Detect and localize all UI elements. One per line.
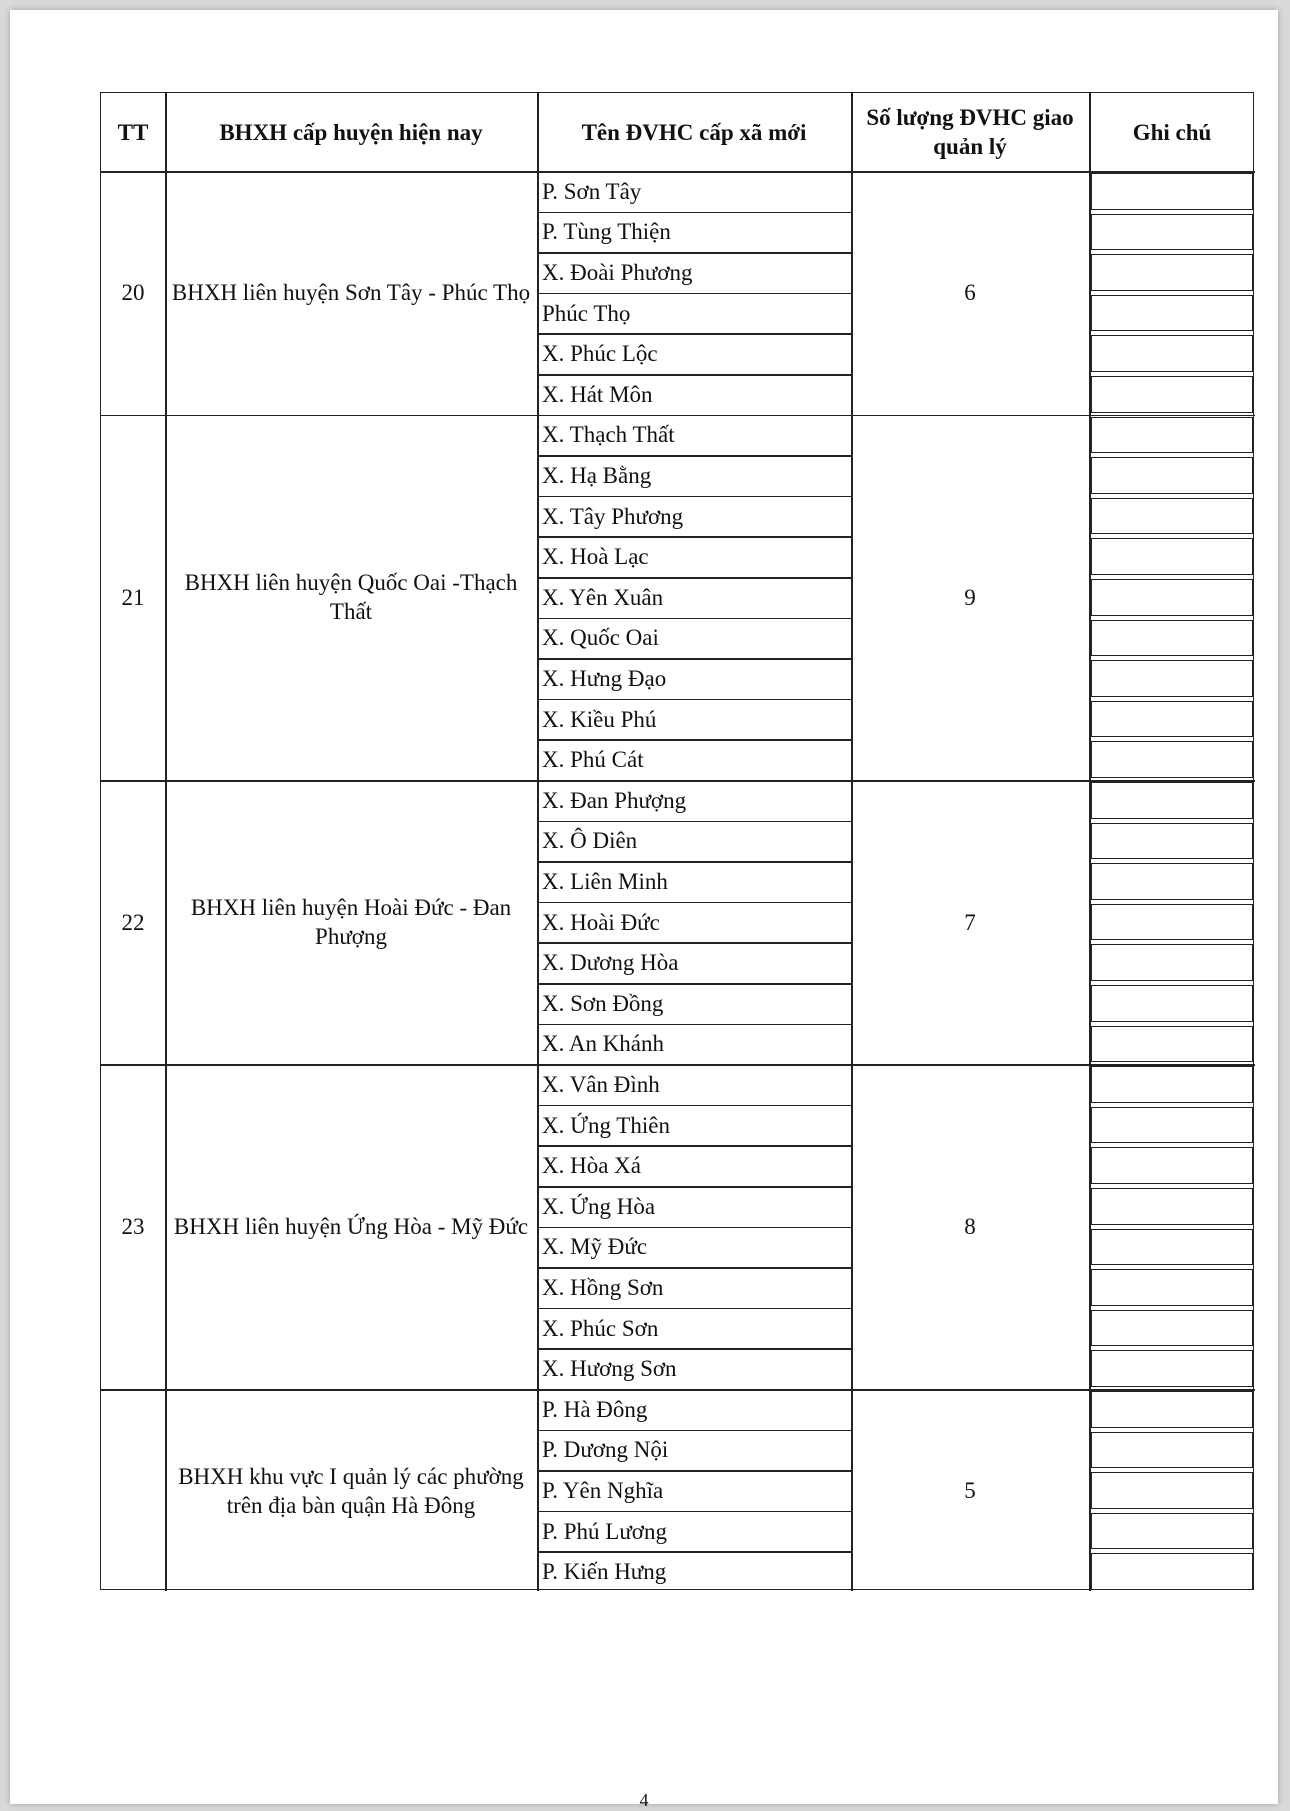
note-cell bbox=[1091, 417, 1253, 454]
allocation-table bbox=[100, 92, 1254, 1590]
unit-row-divider bbox=[537, 942, 851, 944]
unit-row-divider bbox=[537, 536, 851, 538]
unit-row-divider bbox=[537, 1186, 851, 1188]
unit-row-divider bbox=[537, 374, 851, 376]
note-cell bbox=[1091, 214, 1253, 251]
group-agency: BHXH liên huyện Hoài Đức - Đan Phượng bbox=[190, 895, 512, 950]
note-cell bbox=[1091, 1229, 1253, 1266]
unit-name: X. Phúc Sơn bbox=[542, 1315, 659, 1341]
unit-name: X. Hưng Đạo bbox=[542, 665, 667, 691]
group-tt bbox=[101, 1389, 165, 1592]
note-cell bbox=[1091, 823, 1253, 860]
note-cell bbox=[1091, 1391, 1253, 1428]
unit-row-divider bbox=[537, 1511, 851, 1513]
note-cell bbox=[1091, 295, 1253, 332]
note-cell bbox=[1091, 863, 1253, 900]
unit-name: X. Liên Minh bbox=[542, 868, 668, 894]
page-number: 4 bbox=[639, 1790, 649, 1810]
note-cell bbox=[1091, 579, 1253, 616]
unit-row-divider bbox=[537, 821, 851, 823]
group-agency: BHXH liên huyện Sơn Tây - Phúc Thọ bbox=[171, 280, 531, 306]
note-cell bbox=[1091, 944, 1253, 981]
note-cell bbox=[1091, 173, 1253, 210]
unit-name: X. Thạch Thất bbox=[542, 422, 675, 448]
note-cell bbox=[1091, 335, 1253, 372]
unit-row-divider bbox=[537, 861, 851, 863]
header-note: Ghi chú bbox=[1132, 119, 1212, 145]
unit-name: X. Phúc Lộc bbox=[542, 341, 658, 367]
note-cell bbox=[1091, 498, 1253, 535]
unit-name: X. Đoài Phương bbox=[542, 259, 693, 285]
group-agency: BHXH khu vực I quản lý các phường trên địa bàn quận Hà Đông bbox=[178, 1463, 524, 1518]
unit-name: X. Đan Phượng bbox=[542, 787, 687, 813]
document-page bbox=[10, 10, 1278, 1810]
unit-name: X. Hồng Sơn bbox=[542, 1274, 664, 1300]
unit-row-divider bbox=[537, 1105, 851, 1107]
note-cell bbox=[1091, 254, 1253, 291]
unit-row-divider bbox=[537, 902, 851, 904]
unit-name: X. Vân Đình bbox=[542, 1071, 660, 1097]
unit-row-divider bbox=[537, 212, 851, 214]
unit-name: X. An Khánh bbox=[542, 1031, 665, 1057]
note-cell bbox=[1091, 1026, 1253, 1063]
column-divider bbox=[165, 93, 167, 1591]
unit-row-divider bbox=[537, 293, 851, 295]
note-cell bbox=[1091, 985, 1253, 1022]
unit-name: P. Yên Nghĩa bbox=[542, 1477, 664, 1503]
group-agency: BHXH liên huyện Quốc Oai -Thạch Thất bbox=[184, 570, 518, 625]
unit-name: X. Hát Môn bbox=[542, 381, 653, 407]
unit-name: X. Mỹ Đức bbox=[542, 1234, 648, 1260]
note-cell bbox=[1091, 376, 1253, 413]
header-unit-name: Tên ĐVHC cấp xã mới bbox=[581, 119, 807, 145]
unit-name: X. Dương Hòa bbox=[542, 950, 679, 976]
unit-name: Phúc Thọ bbox=[542, 300, 631, 326]
unit-name: X. Yên Xuân bbox=[542, 584, 664, 610]
group-count: 6 bbox=[964, 280, 976, 306]
note-cell bbox=[1091, 904, 1253, 941]
unit-row-divider bbox=[537, 658, 851, 660]
unit-row-divider bbox=[537, 1348, 851, 1350]
group-count: 7 bbox=[964, 909, 976, 935]
group-count: 9 bbox=[964, 584, 976, 610]
unit-row-divider bbox=[537, 1024, 851, 1026]
unit-name: P. Hà Đông bbox=[542, 1396, 648, 1422]
group-count: 8 bbox=[964, 1214, 976, 1240]
unit-name: P. Dương Nội bbox=[542, 1437, 669, 1463]
unit-name: X. Hạ Bằng bbox=[542, 462, 652, 488]
note-cell bbox=[1091, 457, 1253, 494]
unit-name: X. Tây Phương bbox=[542, 503, 684, 529]
group-tt: 20 bbox=[121, 280, 145, 306]
unit-row-divider bbox=[537, 983, 851, 985]
unit-row-divider bbox=[537, 1308, 851, 1310]
unit-row-divider bbox=[537, 739, 851, 741]
unit-row-divider bbox=[537, 699, 851, 701]
group-tt: 23 bbox=[121, 1214, 145, 1240]
unit-row-divider bbox=[537, 577, 851, 579]
unit-name: X. Ứng Thiên bbox=[542, 1112, 670, 1138]
note-cell bbox=[1091, 660, 1253, 697]
group-count: 5 bbox=[964, 1478, 976, 1503]
note-cell bbox=[1091, 1432, 1253, 1469]
note-cell bbox=[1091, 1269, 1253, 1306]
unit-name: X. Ô Diên bbox=[542, 828, 638, 854]
note-cell bbox=[1091, 782, 1253, 819]
unit-row-divider bbox=[537, 1470, 851, 1472]
note-cell bbox=[1091, 1147, 1253, 1184]
header-unit-count: Số lượng ĐVHC giao quản lý bbox=[866, 105, 1074, 159]
unit-row-divider bbox=[537, 252, 851, 254]
unit-row-divider bbox=[537, 1551, 851, 1553]
group-agency: BHXH liên huyện Ứng Hòa - Mỹ Đức bbox=[173, 1214, 529, 1240]
unit-row-divider bbox=[537, 496, 851, 498]
unit-row-divider bbox=[537, 1430, 851, 1432]
unit-row-divider bbox=[537, 1267, 851, 1269]
unit-name: X. Hương Sơn bbox=[542, 1356, 677, 1382]
group-tt: 21 bbox=[121, 584, 145, 610]
note-cell bbox=[1091, 701, 1253, 738]
unit-row-divider bbox=[537, 455, 851, 457]
unit-name: X. Sơn Đồng bbox=[542, 990, 664, 1016]
unit-row-divider bbox=[537, 1227, 851, 1229]
group-tt: 22 bbox=[121, 909, 145, 935]
unit-name: P. Tùng Thiện bbox=[542, 219, 671, 245]
unit-name: X. Quốc Oai bbox=[542, 625, 659, 651]
note-cell bbox=[1091, 741, 1253, 778]
unit-row-divider bbox=[537, 618, 851, 620]
unit-name: X. Hòa Xá bbox=[542, 1153, 641, 1179]
unit-name: X. Ứng Hòa bbox=[542, 1193, 656, 1219]
note-cell bbox=[1091, 1350, 1253, 1387]
note-cell bbox=[1091, 1066, 1253, 1103]
note-cell bbox=[1091, 1310, 1253, 1347]
unit-row-divider bbox=[537, 333, 851, 335]
unit-name: X. Hoài Đức bbox=[542, 909, 660, 935]
header-tt: TT bbox=[117, 119, 149, 145]
note-cell bbox=[1091, 1513, 1253, 1550]
unit-name: P. Phú Lương bbox=[542, 1518, 667, 1544]
note-cell bbox=[1091, 538, 1253, 575]
unit-name: X. Phú Cát bbox=[542, 747, 644, 773]
unit-name: X. Hoà Lạc bbox=[542, 544, 649, 570]
note-cell bbox=[1091, 1553, 1253, 1590]
unit-name: X. Kiều Phú bbox=[542, 706, 657, 732]
unit-name: P. Kiến Hưng bbox=[542, 1559, 667, 1585]
unit-row-divider bbox=[537, 1145, 851, 1147]
unit-name: P. Sơn Tây bbox=[542, 178, 642, 204]
note-cell bbox=[1091, 1472, 1253, 1509]
header-agency: BHXH cấp huyện hiện nay bbox=[219, 119, 483, 145]
note-cell bbox=[1091, 1188, 1253, 1225]
note-cell bbox=[1091, 1107, 1253, 1144]
note-cell bbox=[1091, 620, 1253, 657]
